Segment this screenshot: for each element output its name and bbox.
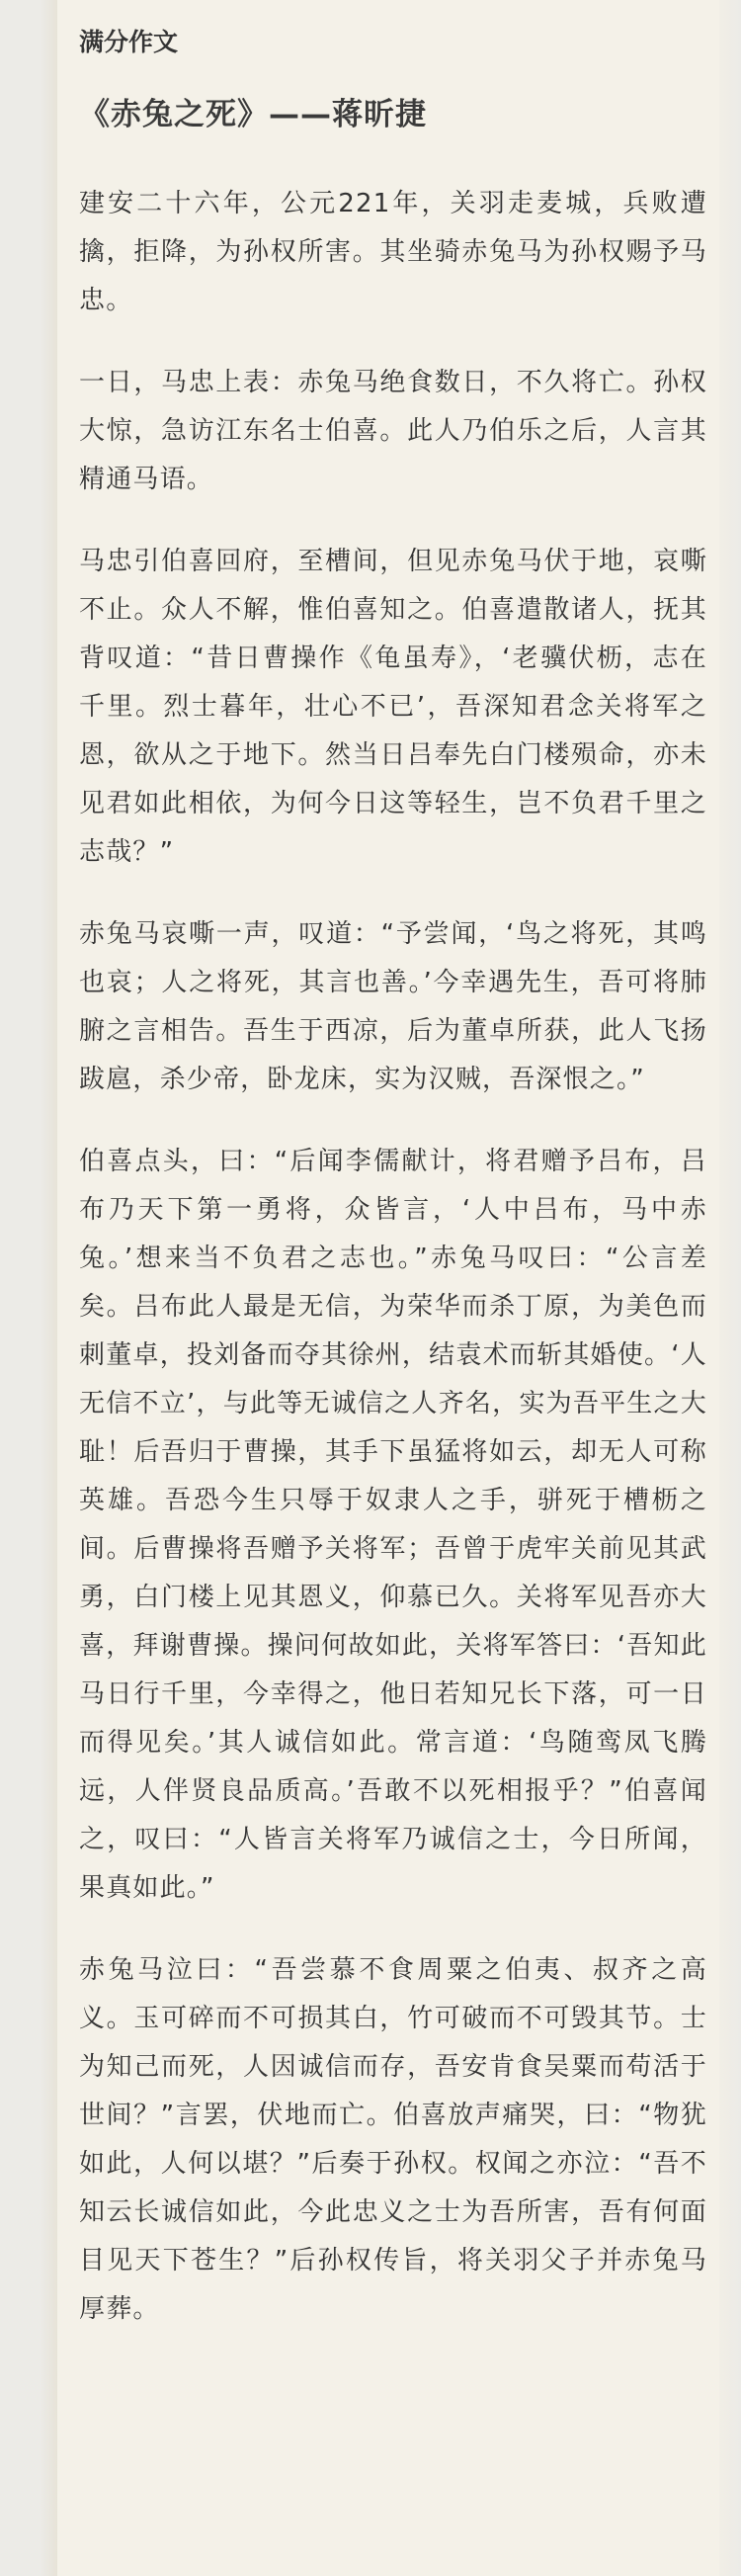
article-title: 《赤兔之死》——蒋昕捷 <box>79 97 427 132</box>
paragraph-2: 一日，马忠上表：赤兔马绝食数日，不久将亡。孙权大惊，急访江东名士伯喜。此人乃伯乐之后，人言其精通马语。 <box>79 368 707 495</box>
paragraph-1: 建安二十六年，公元221年，关羽走麦城，兵败遭擒，拒降，为孙权所害。其坐骑赤兔马为孙权赐予马忠。 <box>79 189 707 316</box>
paragraph-4: 赤兔马哀嘶一声，叹道：“予尝闻，‘鸟之将死，其鸣也哀；人之将死，其言也善。’今幸遇先生，吾可将肺腑之言相告。吾生于西凉，后为董卓所获，此人飞扬跋扈，杀少帝，卧龙床，实为汉贼，吾深恨之。” <box>79 919 707 1095</box>
section-label: 满分作文 <box>79 28 179 56</box>
left-margin <box>0 0 57 2576</box>
paragraph-5: 伯喜点头，曰：“后闻李儒献计，将君赠予吕布，吕布乃天下第一勇将，众皆言，‘人中吕布，马中赤兔。’想来当不负君之志也。”赤兔马叹曰：“公言差矣。吕布此人最是无信，为荣华而杀丁原，为美色而刺董卓，投刘备而夺其徐州，结袁术而斩其婚使。‘人无信不立’，与此等无诚信之人齐名，实为吾平生之大耻！后吾归于曹操，其手下虽猛将如云，却无人可称英雄。吾恐今生只辱于奴隶人之手，骈死于槽枥之间。后曹操将吾赠予关将军；吾曾于虎牢关前见其武勇，白门楼上见其恩义，仰慕已久。关将军见吾亦大喜，拜谢曹操。操问何故如此，关将军答曰：‘吾知此马日行千里，今幸得之，他日若知兄长下落，可一日而得见矣。’其人诚信如此。常言道：‘鸟随鸾凤飞腾远，人伴贤良品质高。’吾敢不以死相报乎？”伯喜闻之，叹曰：“人皆言关将军乃诚信之士，今日所闻，果真如此。” <box>79 1147 707 1904</box>
right-margin <box>719 0 741 2576</box>
paragraph-3: 马忠引伯喜回府，至槽间，但见赤兔马伏于地，哀嘶不止。众人不解，惟伯喜知之。伯喜遣散诸人，抚其背叹道：“昔日曹操作《龟虽寿》，‘老骥伏枥，志在千里。烈士暮年，壮心不已’，吾深知君念关将军之恩，欲从之于地下。然当日吕奉先白门楼殒命，亦未见君如此相依，为何今日这等轻生，岂不负君千里之志哉？” <box>79 547 707 868</box>
paragraph-6: 赤兔马泣曰：“吾尝慕不食周粟之伯夷、叔齐之高义。玉可碎而不可损其白，竹可破而不可毁其节。士为知己而死，人因诚信而存，吾安肯食吴粟而苟活于世间？”言罢，伏地而亡。伯喜放声痛哭，曰：“物犹如此，人何以堪？”后奏于孙权。权闻之亦泣：“吾不知云长诚信如此，今此忠义之士为吾所害，吾有何面目见天下苍生？”后孙权传旨，将关羽父子并赤兔马厚葬。 <box>79 1955 707 2325</box>
